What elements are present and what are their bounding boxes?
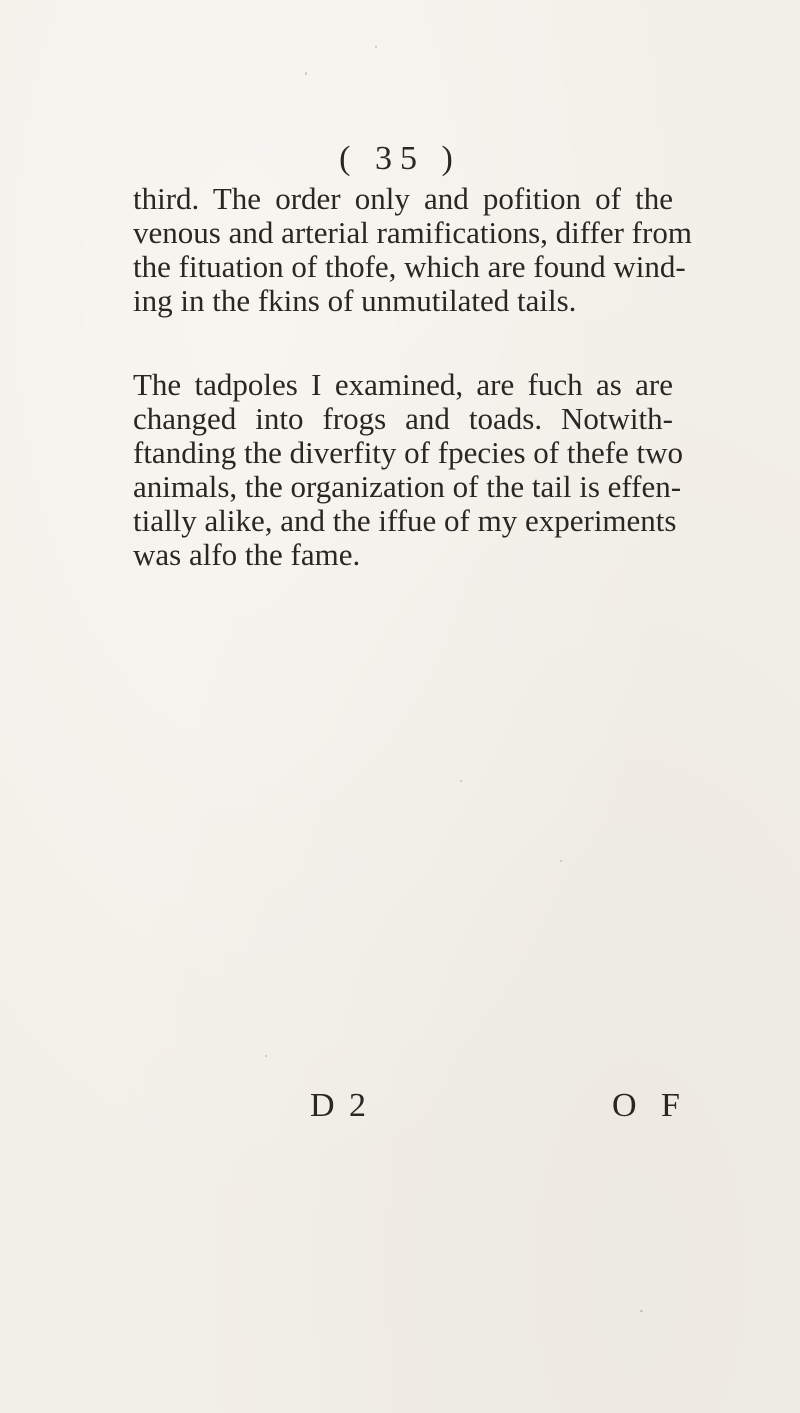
text-line: venous and arterial ramifications, differ from xyxy=(133,215,692,250)
text-line: changed into frogs and toads. Notwith- xyxy=(133,401,673,436)
paper-speck xyxy=(460,780,462,782)
paragraph-1 xyxy=(133,181,692,318)
paper-speck xyxy=(265,1055,267,1057)
paper-speck xyxy=(560,860,562,862)
paper-speck xyxy=(640,1310,643,1312)
paper-speck xyxy=(375,46,377,48)
text-line: tially alike, and the iffue of my experiments xyxy=(133,503,677,538)
text-line: ftanding the diverfity of fpecies of thefe two xyxy=(133,435,684,470)
page-number: ( 35 ) xyxy=(339,140,461,177)
text-line: The tadpoles I examined, are fuch as are xyxy=(133,367,673,402)
text-line: ing in the fkins of unmutilated tails. xyxy=(133,283,577,318)
text-line: animals, the organization of the tail is effen- xyxy=(133,469,682,504)
catchword: O F xyxy=(612,1087,688,1124)
text-line: the fituation of thofe, which are found wind- xyxy=(133,249,686,284)
text-line: was alfo the fame. xyxy=(133,537,361,572)
text-line: third. The order only and pofition of the xyxy=(133,181,673,216)
signature-mark: D 2 xyxy=(310,1087,370,1124)
paper-speck xyxy=(305,72,307,75)
paragraph-2 xyxy=(133,367,684,572)
